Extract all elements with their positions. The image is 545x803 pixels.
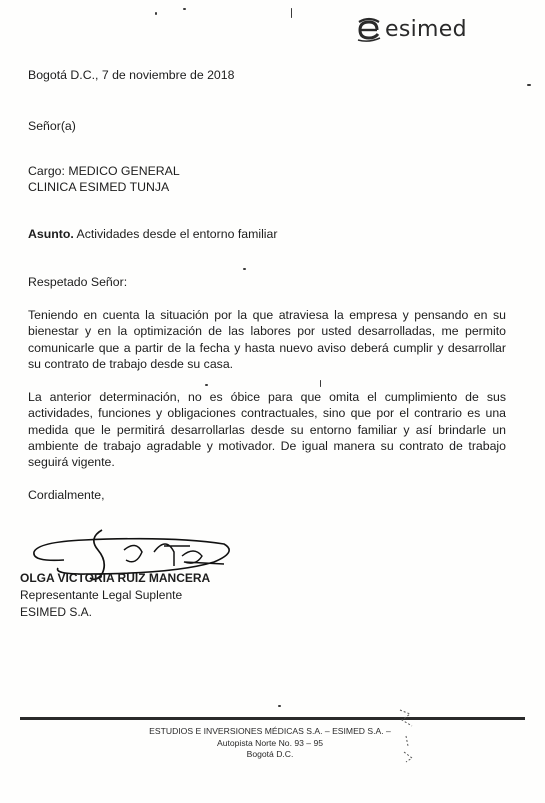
subject-line — [28, 227, 277, 243]
subject-text: Actividades desde el entorno familiar — [73, 227, 278, 241]
closing: Cordialmente, — [28, 488, 105, 502]
scan-speck — [243, 268, 246, 270]
letter-date: Bogotá D.C., 7 de noviembre de 2018 — [28, 68, 235, 82]
body-paragraph-1: Teniendo en cuenta la situación por la que atraviesa la empresa y pensando en su bienestar y en la optimización de las labores por usted desarrolladas, me permito comunicarle que a partir de la fecha y hasta nuevo aviso deberá cumplir y desarrollar su contrato de trabajo desde su casa. — [28, 308, 506, 371]
recipient-clinic: CLINICA ESIMED TUNJA — [28, 180, 170, 194]
footer-company: ESTUDIOS E INVERSIONES MÉDICAS S.A. – ESIMED S.A. – — [149, 726, 391, 736]
scan-speck — [183, 8, 186, 10]
recipient-position: Cargo: MEDICO GENERAL — [28, 164, 180, 178]
scan-speck — [527, 84, 531, 86]
signer-role: Representante Legal Suplente — [20, 588, 183, 602]
scan-speck — [205, 384, 208, 386]
signer-company: ESIMED S.A. — [20, 605, 93, 619]
scan-speck — [278, 705, 281, 707]
scan-speck — [291, 8, 292, 18]
margin-scribble — [396, 706, 418, 766]
body-paragraph-2: La anterior determinación, no es óbice para que omita el cumplimiento de sus actividades, funciones y obligaciones contractuales, sino que por el contrario es una medida que le permitirá desarrollarlas desde su entorno familiar y así brindarle un ambiente de trabajo agradable y motivador. De igual manera su contrato de trabajo seguirá vigente. — [28, 390, 506, 470]
footer-city: Bogotá D.C. — [246, 749, 294, 760]
footer-divider — [20, 717, 525, 720]
greeting: Respetado Señor: — [28, 275, 128, 289]
addressee: Señor(a) — [28, 119, 76, 133]
esimed-logo-text: esimed — [385, 16, 467, 42]
signer-name: OLGA VICTORIA RUIZ MANCERA — [20, 571, 211, 585]
subject-label: Asunto. — [28, 227, 74, 241]
esimed-logo-mark-icon — [355, 16, 383, 42]
scan-speck — [320, 380, 321, 387]
footer-address: Autopista Norte No. 93 – 95 — [216, 737, 324, 748]
scan-speck — [155, 12, 157, 15]
esimed-logo — [355, 12, 475, 46]
